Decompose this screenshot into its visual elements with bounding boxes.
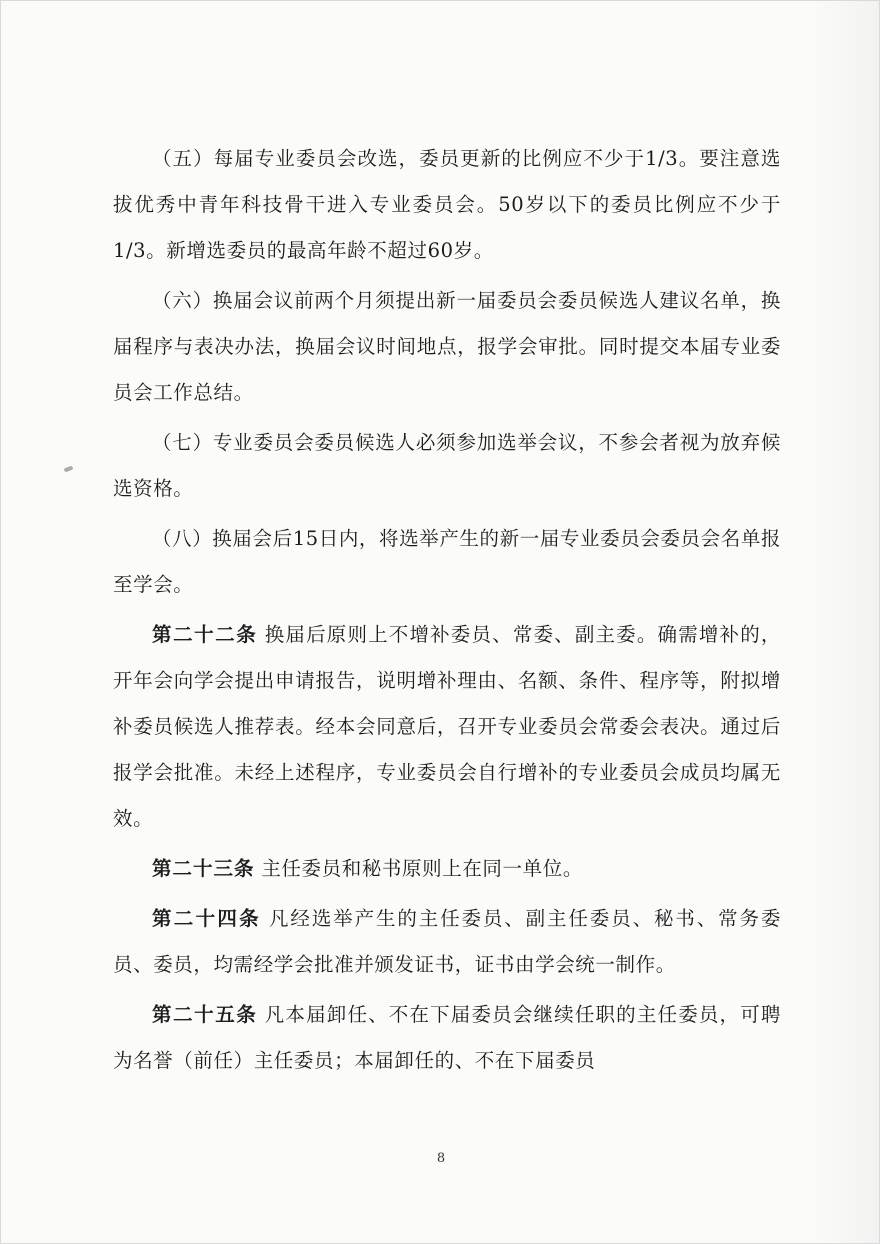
- paragraph-7: [113, 420, 781, 512]
- paragraph-8: [113, 516, 781, 608]
- article-text: 换届后原则上不增补委员、常委、副主委。确需增补的，开年会向学会提出申请报告，说明增补理由、名额、条件、程序等，附拟增补委员候选人推荐表。经本会同意后，召开专业委员会常委会表决。通过后报学会批准。未经上述程序，专业委员会自行增补的专业委员会成员均属无效。: [113, 623, 781, 830]
- article-label: 第二十四条: [152, 907, 261, 930]
- paragraph-text: （五）每届专业委员会改选，委员更新的比例应不少于1/3。要注意选拔优秀中青年科技骨干进入专业委员会。50岁以下的委员比例应不少于1/3。新增选委员的最高年龄不超过60岁。: [113, 147, 781, 262]
- article-text: 主任委员和秘书原则上在同一单位。: [261, 857, 583, 880]
- paragraph-text: （七）专业委员会委员候选人必须参加选举会议，不参会者视为放弃候选资格。: [113, 431, 781, 500]
- scan-shadow: [809, 1, 879, 1244]
- article-text: 凡本届卸任、不在下届委员会继续任职的主任委员，可聘为名誉（前任）主任委员；本届卸任的、不在下届委员: [113, 1003, 781, 1072]
- page-number: 8: [436, 1151, 446, 1166]
- paragraph-text: （八）换届会后15日内，将选举产生的新一届专业委员会委员会名单报至学会。: [113, 527, 782, 596]
- article-25: [113, 992, 781, 1084]
- paragraph-text: （六）换届会议前两个月须提出新一届委员会委员候选人建议名单，换届程序与表决办法，换届会议时间地点，报学会审批。同时提交本届专业委员会工作总结。: [113, 289, 781, 404]
- article-22: [113, 612, 781, 842]
- article-label: 第二十三条: [152, 857, 255, 880]
- paragraph-6: [113, 278, 781, 416]
- document-body: [113, 136, 781, 1084]
- paragraph-5: [113, 136, 781, 274]
- scan-speck: [64, 466, 74, 473]
- article-label: 第二十二条: [152, 623, 258, 646]
- article-23: [113, 846, 781, 892]
- article-24: [113, 896, 781, 988]
- article-text: 凡经选举产生的主任委员、副主任委员、秘书、常务委员、委员，均需经学会批准并颁发证书，证书由学会统一制作。: [113, 907, 781, 976]
- article-label: 第二十五条: [152, 1003, 258, 1026]
